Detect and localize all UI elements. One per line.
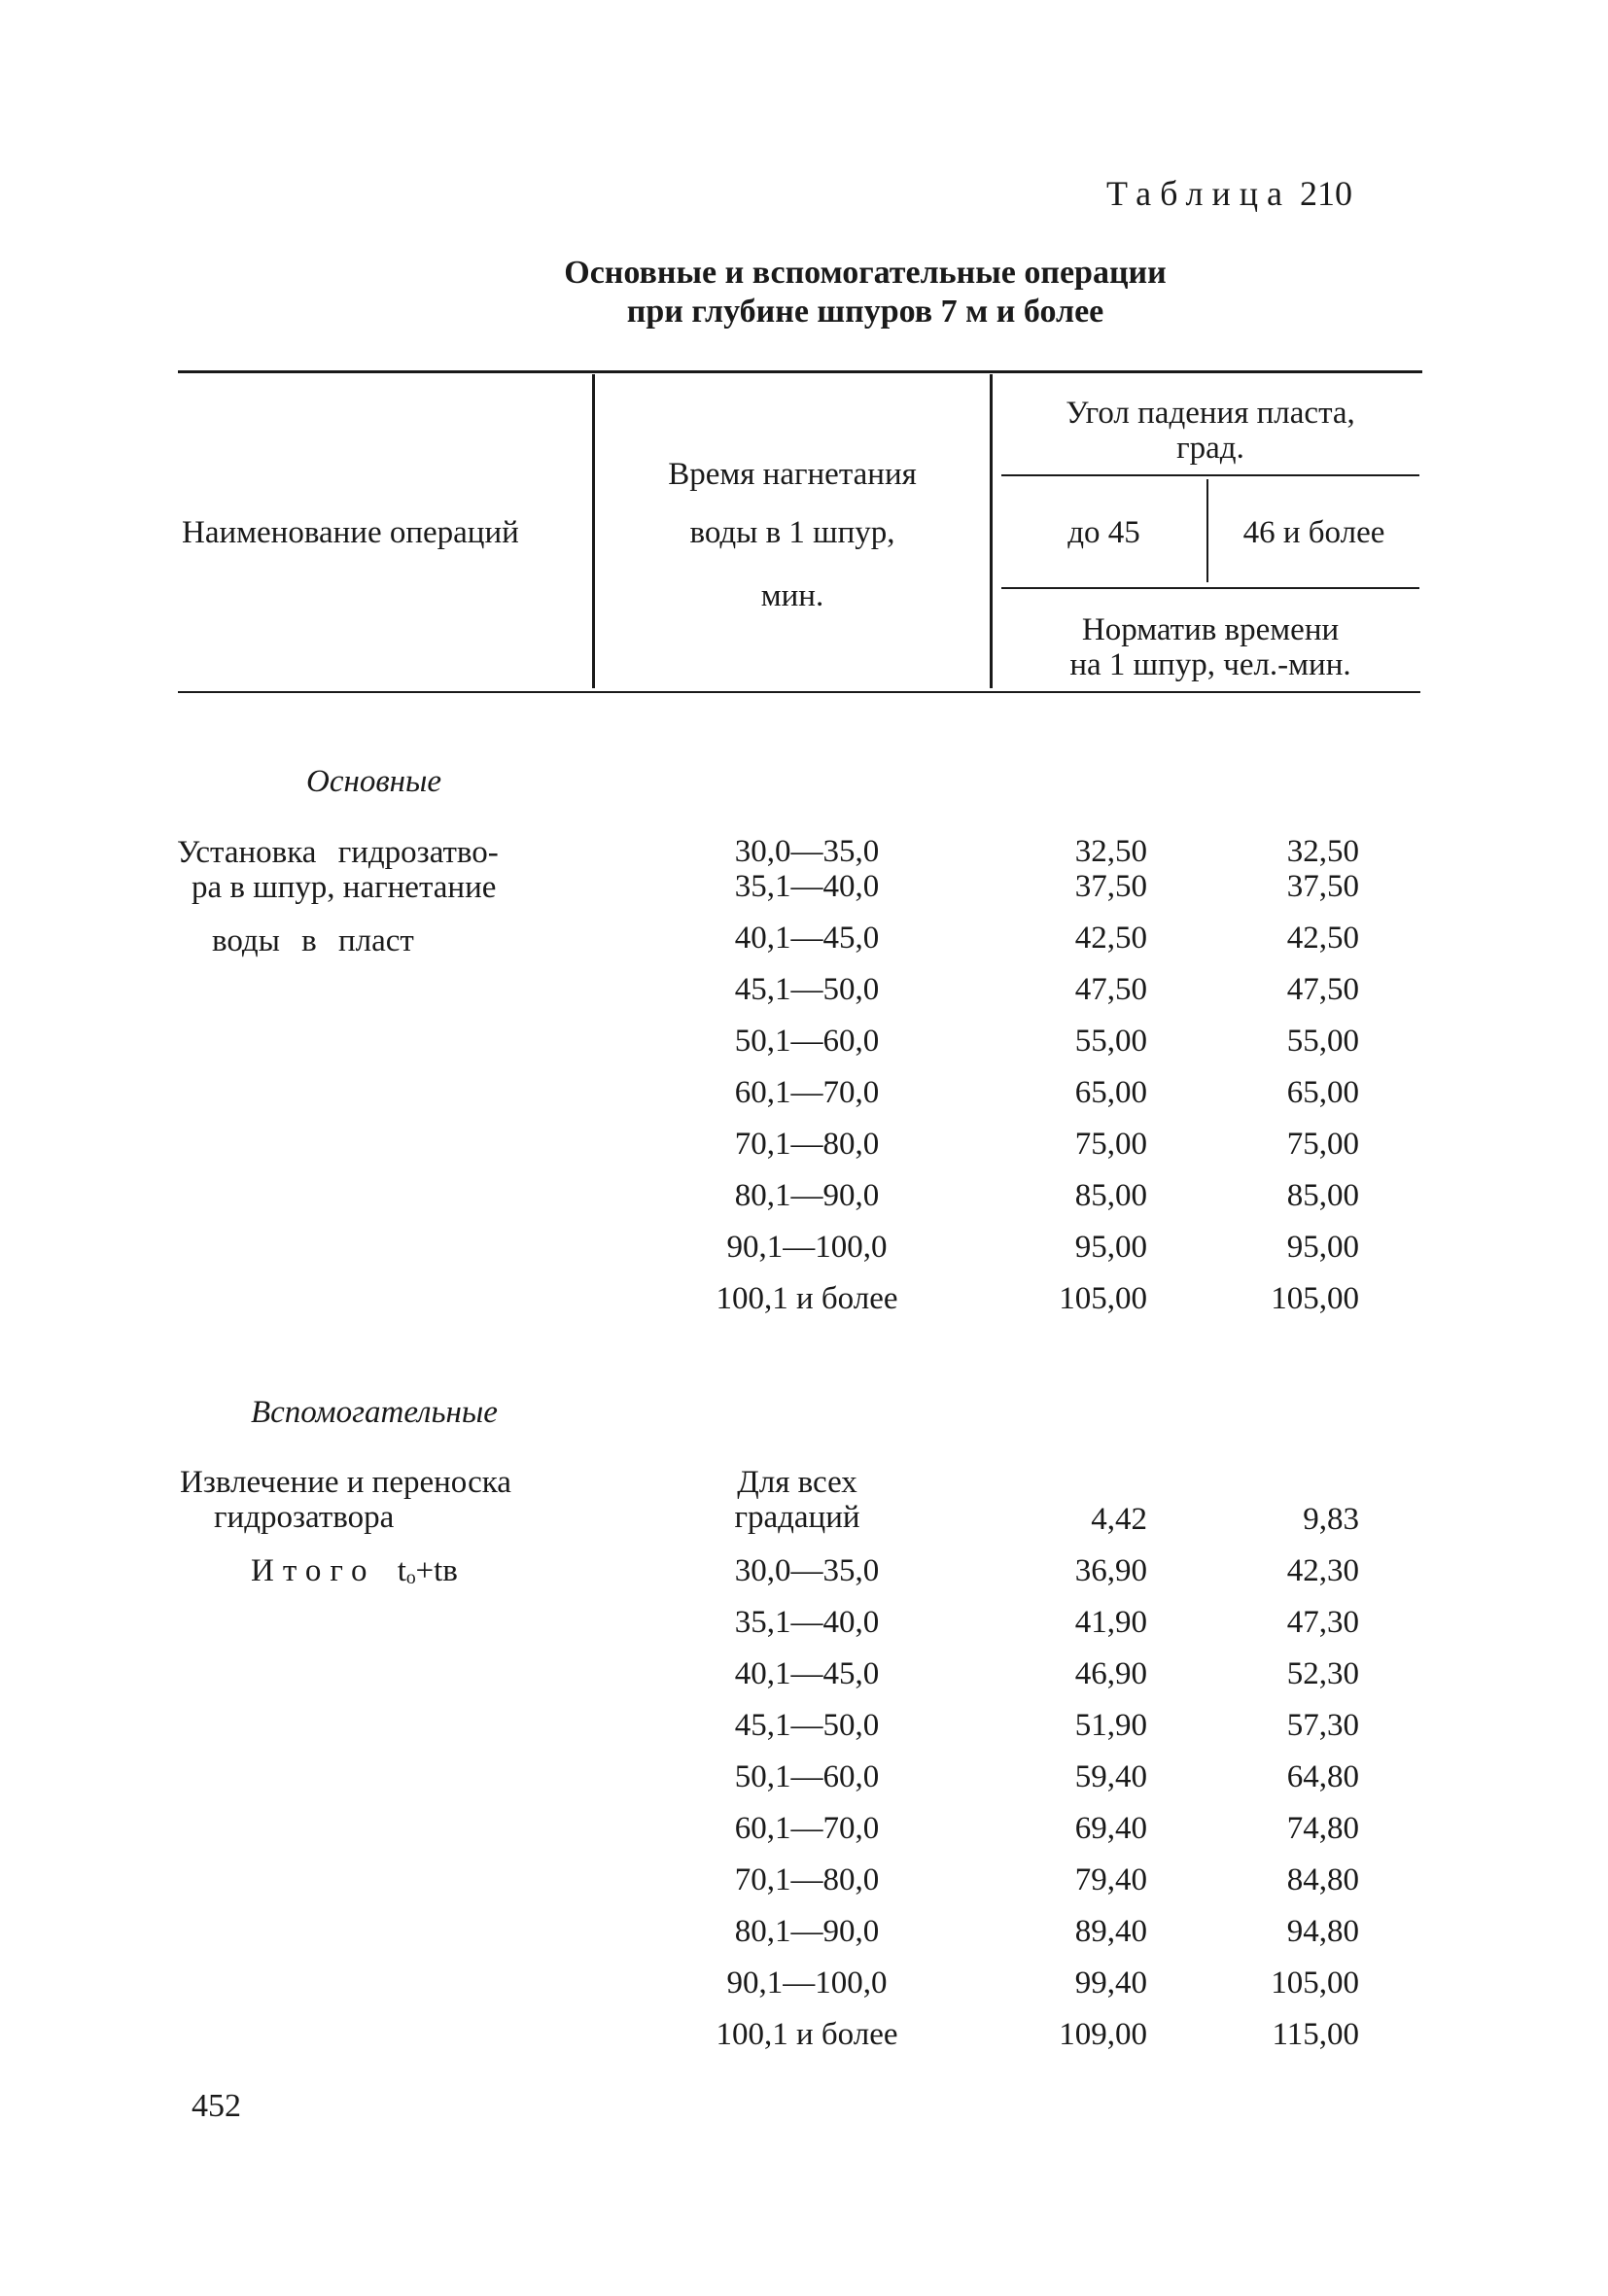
- main-a-8: 95,00: [1074, 1230, 1147, 1265]
- total-b-1: 47,30: [1286, 1605, 1359, 1640]
- aux-time-line1: Для всех: [737, 1465, 857, 1500]
- total-time-5: 60,1—70,0: [734, 1811, 880, 1846]
- main-time-9: 100,1 и более: [716, 1281, 898, 1316]
- total-b-0: 42,30: [1286, 1553, 1359, 1588]
- total-time-0: 30,0—35,0: [734, 1553, 880, 1588]
- main-time-1: 35,1—40,0: [734, 869, 880, 904]
- total-b-5: 74,80: [1286, 1811, 1359, 1846]
- total-time-3: 45,1—50,0: [734, 1708, 880, 1743]
- total-b-2: 52,30: [1286, 1656, 1359, 1691]
- main-operation-line3: воды в пласт: [212, 923, 414, 958]
- total-a-3: 51,90: [1074, 1708, 1147, 1743]
- table-title-line1: Основные и вспомогательные операции: [564, 255, 1167, 291]
- table-title-line2: при глубине шпуров 7 м и более: [626, 294, 1104, 330]
- total-time-2: 40,1—45,0: [734, 1656, 880, 1691]
- total-label-row: [251, 1552, 458, 1589]
- header-operation-name: Наименование операций: [182, 515, 519, 550]
- page-number: 452: [192, 2088, 241, 2124]
- aux-a: 4,42: [1091, 1502, 1147, 1537]
- total-a-8: 99,40: [1074, 1966, 1147, 2000]
- aux-operation-line2: гидрозатвора: [214, 1500, 395, 1535]
- main-operation-line2: ра в шпур, нагнетание: [192, 870, 497, 905]
- total-b-8: 105,00: [1271, 1966, 1359, 2000]
- header-angle-46plus: 46 и более: [1242, 515, 1385, 550]
- header-time-line3: мин.: [760, 578, 824, 613]
- aux-time-line2: градаций: [734, 1500, 860, 1535]
- main-operation-line1: Установка гидрозатво-: [177, 835, 499, 870]
- main-b-5: 65,00: [1286, 1075, 1359, 1110]
- main-b-9: 105,00: [1271, 1281, 1359, 1316]
- total-a-5: 69,40: [1074, 1811, 1147, 1846]
- total-time-7: 80,1—90,0: [734, 1914, 880, 1949]
- main-time-0: 30,0—35,0: [734, 834, 880, 869]
- main-a-9: 105,00: [1059, 1281, 1147, 1316]
- total-time-8: 90,1—100,0: [726, 1966, 888, 2000]
- total-b-7: 94,80: [1286, 1914, 1359, 1949]
- main-a-3: 47,50: [1074, 972, 1147, 1007]
- total-b-4: 64,80: [1286, 1759, 1359, 1794]
- main-time-3: 45,1—50,0: [734, 972, 880, 1007]
- main-a-7: 85,00: [1074, 1178, 1147, 1213]
- header-time-line1: Время нагнетания: [668, 457, 917, 492]
- main-b-8: 95,00: [1286, 1230, 1359, 1265]
- main-b-2: 42,50: [1286, 921, 1359, 956]
- header-angle-upto45: до 45: [1067, 515, 1140, 550]
- main-a-1: 37,50: [1074, 869, 1147, 904]
- angle-sub-rule: [1001, 474, 1419, 476]
- total-a-6: 79,40: [1074, 1862, 1147, 1897]
- total-a-1: 41,90: [1074, 1605, 1147, 1640]
- header-norm-line2: на 1 шпур, чел.-мин.: [1069, 647, 1351, 682]
- total-a-0: 36,90: [1074, 1553, 1147, 1588]
- total-formula: tₒ+tв: [397, 1553, 458, 1588]
- main-time-8: 90,1—100,0: [726, 1230, 888, 1265]
- main-time-4: 50,1—60,0: [734, 1024, 880, 1059]
- header-bottom-rule: [178, 691, 1420, 693]
- aux-operation-line1: Извлечение и переноска: [180, 1465, 511, 1500]
- main-time-6: 70,1—80,0: [734, 1127, 880, 1162]
- table-word: Таблица: [1106, 174, 1291, 213]
- total-b-3: 57,30: [1286, 1708, 1359, 1743]
- total-time-4: 50,1—60,0: [734, 1759, 880, 1794]
- total-a-4: 59,40: [1074, 1759, 1147, 1794]
- main-a-0: 32,50: [1074, 834, 1147, 869]
- section-aux-title: Вспомогательные: [251, 1395, 498, 1430]
- main-time-7: 80,1—90,0: [734, 1178, 880, 1213]
- total-a-9: 109,00: [1059, 2017, 1147, 2052]
- main-b-4: 55,00: [1286, 1024, 1359, 1059]
- table-number: [1106, 173, 1352, 214]
- aux-b: 9,83: [1303, 1502, 1359, 1537]
- main-b-3: 47,50: [1286, 972, 1359, 1007]
- total-label: Итого: [251, 1553, 376, 1588]
- main-a-5: 65,00: [1074, 1075, 1147, 1110]
- main-a-6: 75,00: [1074, 1127, 1147, 1162]
- total-time-6: 70,1—80,0: [734, 1862, 880, 1897]
- main-b-0: 32,50: [1286, 834, 1359, 869]
- section-main-title: Основные: [306, 764, 442, 799]
- total-time-9: 100,1 и более: [716, 2017, 898, 2052]
- norm-rule: [1001, 587, 1419, 589]
- main-time-2: 40,1—45,0: [734, 921, 880, 956]
- main-b-6: 75,00: [1286, 1127, 1359, 1162]
- header-time-line2: воды в 1 шпур,: [689, 515, 895, 550]
- total-a-2: 46,90: [1074, 1656, 1147, 1691]
- main-a-2: 42,50: [1074, 921, 1147, 956]
- total-time-1: 35,1—40,0: [734, 1605, 880, 1640]
- total-a-7: 89,40: [1074, 1914, 1147, 1949]
- header-top-rule: [178, 370, 1422, 373]
- header-norm-line1: Норматив времени: [1081, 612, 1340, 647]
- header-angle-line1: Угол падения пласта,: [1066, 396, 1355, 431]
- total-b-9: 115,00: [1272, 2017, 1359, 2052]
- header-divider-2: [990, 374, 993, 688]
- table-number-value: 210: [1299, 174, 1352, 213]
- main-time-5: 60,1—70,0: [734, 1075, 880, 1110]
- main-b-1: 37,50: [1286, 869, 1359, 904]
- header-angle-line2: град.: [1176, 431, 1244, 466]
- main-b-7: 85,00: [1286, 1178, 1359, 1213]
- total-b-6: 84,80: [1286, 1862, 1359, 1897]
- main-a-4: 55,00: [1074, 1024, 1147, 1059]
